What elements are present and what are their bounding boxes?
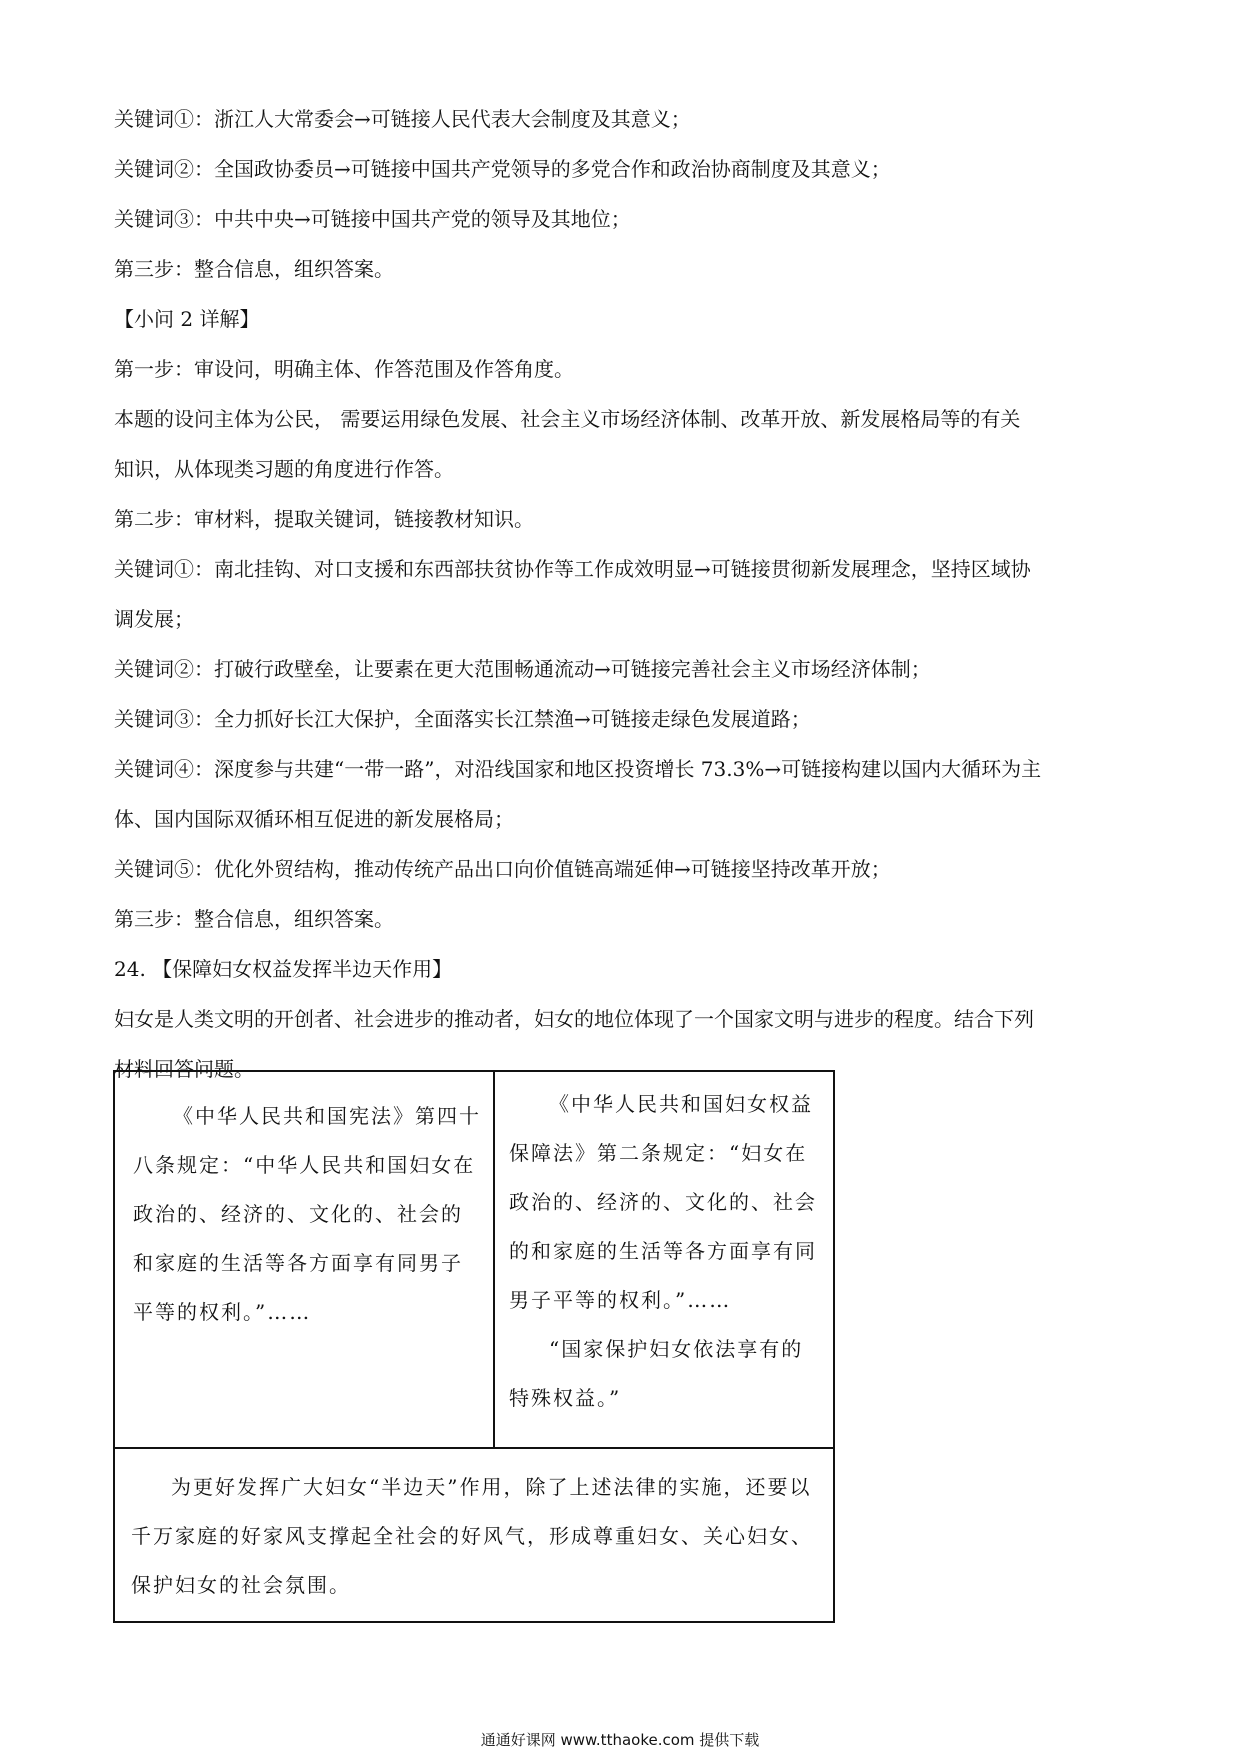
- text-line: 第三步：整合信息，组织答案。: [114, 907, 394, 931]
- text-line: 关键词①：浙江人大常委会→可链接人民代表大会制度及其意义；: [114, 107, 691, 131]
- text-line: 材料回答问题。: [114, 1057, 254, 1081]
- text-line: 体、国内国际双循环相互促进的新发展格局；: [114, 807, 514, 831]
- text-line: 本题的设问主体为公民， 需要运用绿色发展、社会主义市场经济体制、改革开放、新发展格局等的有关: [114, 407, 1021, 431]
- women-rights-law-text: 《中华人民共和国妇女权益保障法》第二条规定：“妇女在政治的、经济的、文化的、社会的和家庭的生活等各方面享有同男子平等的权利。”……: [509, 1092, 817, 1312]
- text-line: 关键词④：深度参与共建“一带一路”，对沿线国家和地区投资增长 73.3%→可链接构建以国内大循环为主: [114, 757, 1042, 781]
- text-line: 第一步：审设问，明确主体、作答范围及作答角度。: [114, 357, 574, 381]
- text-line: 第三步：整合信息，组织答案。: [114, 257, 394, 281]
- family-values-cell: [114, 1448, 834, 1622]
- text-line: 调发展；: [114, 607, 194, 631]
- material-table: [113, 1070, 835, 1623]
- constitution-cell: [114, 1071, 494, 1448]
- text-line: 关键词③：中共中央→可链接中国共产党的领导及其地位；: [114, 207, 631, 231]
- section-heading: 【小问 2 详解】: [114, 307, 260, 331]
- family-values-text: 为更好发挥广大妇女“半边天”作用，除了上述法律的实施，还要以千万家庭的好家风支撑起全社会的好风气，形成尊重妇女、关心妇女、保护妇女的社会氛围。: [131, 1475, 813, 1597]
- text-line: 关键词②：全国政协委员→可链接中国共产党领导的多党合作和政治协商制度及其意义；: [114, 157, 891, 181]
- constitution-text: 《中华人民共和国宪法》第四十八条规定：“中华人民共和国妇女在政治的、经济的、文化的、社会的和家庭的生活等各方面享有同男子平等的权利。”……: [133, 1104, 481, 1324]
- text-line: 妇女是人类文明的开创者、社会进步的推动者，妇女的地位体现了一个国家文明与进步的程度。结合下列: [114, 1007, 1034, 1031]
- text-line: 知识，从体现类习题的角度进行作答。: [114, 457, 454, 481]
- women-rights-law-cell: [494, 1071, 834, 1448]
- text-line: 关键词⑤：优化外贸结构，推动传统产品出口向价值链高端延伸→可链接坚持改革开放；: [114, 857, 891, 881]
- text-line: 第二步：审材料，提取关键词，链接教材知识。: [114, 507, 534, 531]
- text-line: 关键词①：南北挂钩、对口支援和东西部扶贫协作等工作成效明显→可链接贯彻新发展理念，坚持区域协: [114, 557, 1031, 581]
- special-rights-text: “国家保护妇女依法享有的特殊权益。”: [509, 1337, 804, 1410]
- question-title: 24. 【保障妇女权益发挥半边天作用】: [114, 957, 453, 981]
- footer-watermark: 通通好课网 www.tthaoke.com 提供下载: [480, 1731, 760, 1749]
- text-line: 关键词③：全力抓好长江大保护，全面落实长江禁渔→可链接走绿色发展道路；: [114, 707, 811, 731]
- text-line: 关键词②：打破行政壁垒，让要素在更大范围畅通流动→可链接完善社会主义市场经济体制；: [114, 657, 931, 681]
